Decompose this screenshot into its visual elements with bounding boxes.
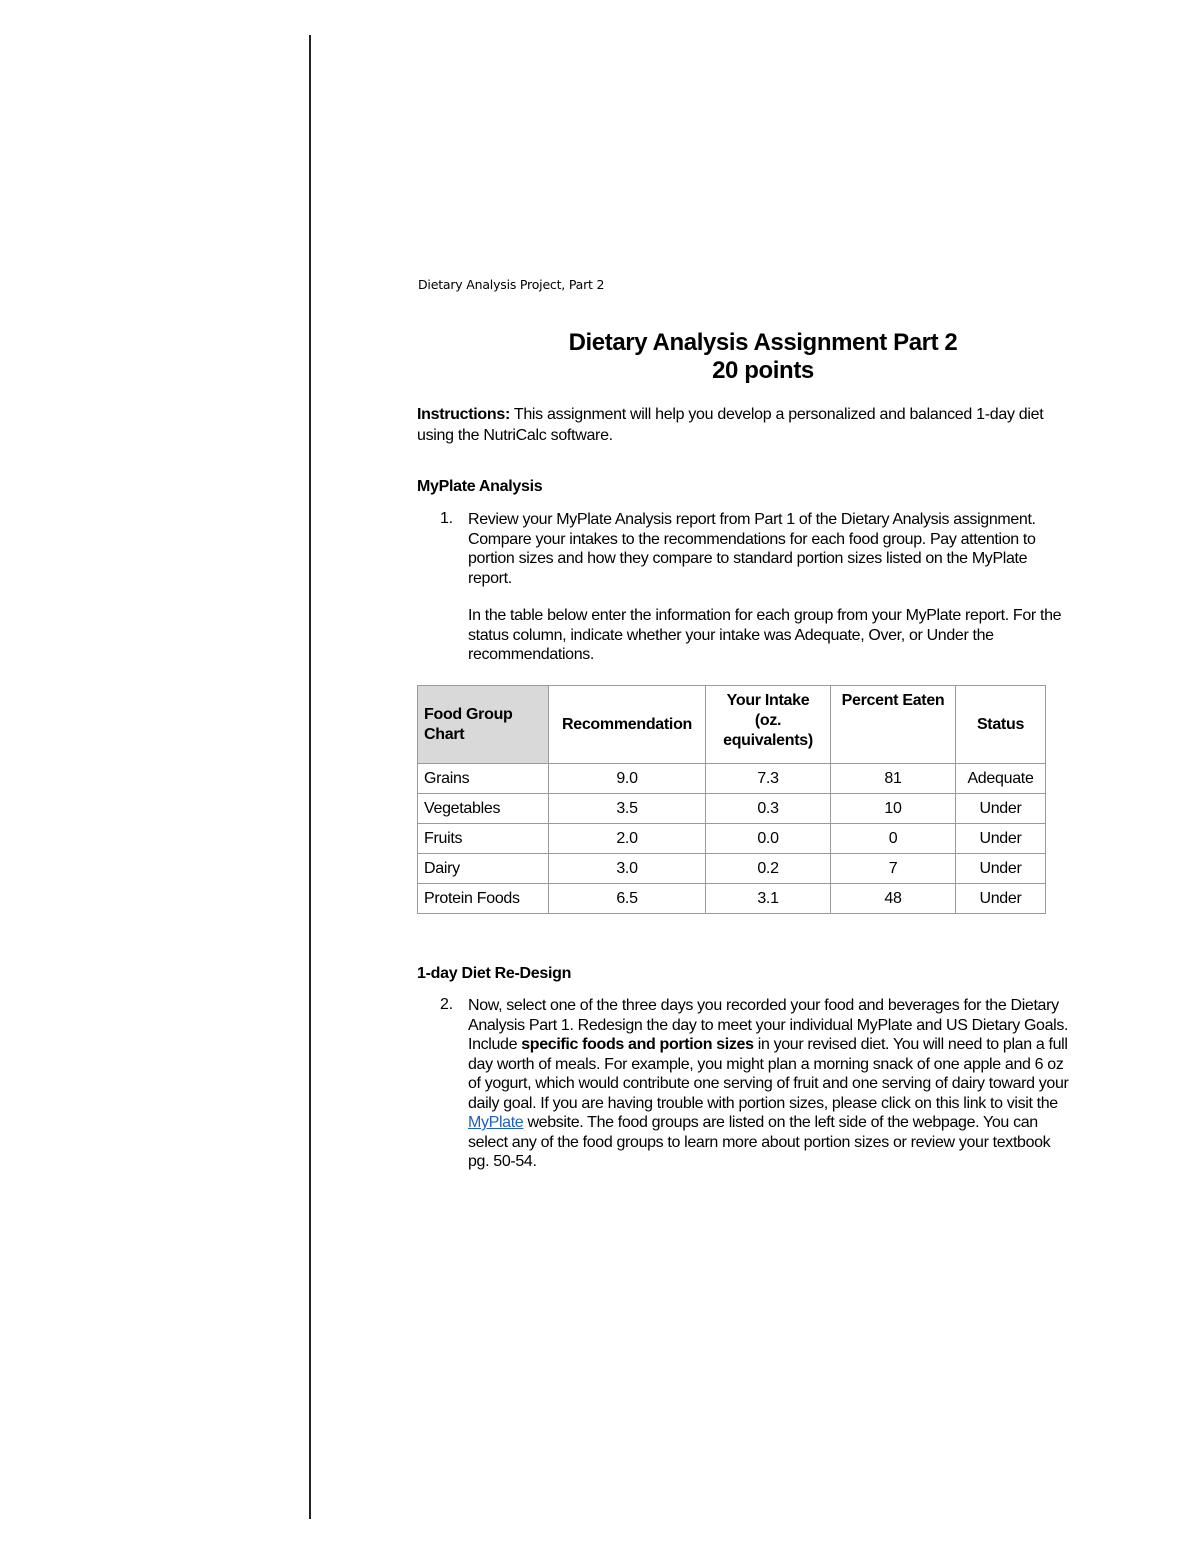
cell-group: Grains <box>418 764 549 794</box>
cell-recommendation: 9.0 <box>549 764 706 794</box>
instructions-paragraph <box>417 404 1077 446</box>
cell-percent: 10 <box>831 794 956 824</box>
item-2-text-end: website. The food groups are listed on the left side of the webpage. You can select any of the food groups to learn more about portion sizes or review your textbook pg. 50-54. <box>468 1114 1051 1170</box>
cell-group: Dairy <box>418 854 549 884</box>
myplate-link[interactable]: MyPlate <box>468 1114 524 1131</box>
cell-intake: 3.1 <box>706 884 831 914</box>
item-2-text-start: Now, select one of the three days you recorded your food and beverages for the Dietary Analysis Part 1. Redesign the day to meet your individual MyPlate and US Dietary Goals. Include <box>468 997 1069 1053</box>
item-2-bold-text: specific foods and portion sizes <box>521 1036 754 1053</box>
cell-intake: 0.0 <box>706 824 831 854</box>
page-title: Dietary Analysis Assignment Part 2 <box>568 329 958 356</box>
cell-status: Adequate <box>956 764 1046 794</box>
cell-percent: 0 <box>831 824 956 854</box>
item-2-paragraph <box>468 996 1073 1172</box>
food-group-table <box>417 685 1046 914</box>
cell-recommendation: 3.5 <box>549 794 706 824</box>
cell-status: Under <box>956 824 1046 854</box>
cell-status: Under <box>956 854 1046 884</box>
table-row <box>418 854 1046 884</box>
cell-group: Fruits <box>418 824 549 854</box>
cell-status: Under <box>956 884 1046 914</box>
table-row <box>418 824 1046 854</box>
header-your-intake: Your Intake (oz. equivalents) <box>706 686 831 764</box>
cell-status: Under <box>956 794 1046 824</box>
header-food-group: Food Group Chart <box>418 686 549 764</box>
cell-percent: 48 <box>831 884 956 914</box>
header-status: Status <box>956 686 1046 764</box>
item-1-paragraph-2: In the table below enter the information for each group from your MyPlate report. For the status column, indicate whether your intake was Adequate, Over, or Under the recommendations. <box>468 607 1062 663</box>
item-2-text-middle: in your revised diet. You will need to plan a full day worth of meals. For example, you might plan a morning snack of one apple and 6 oz of yogurt, which would contribute one serving of fruit and one serving of dairy toward your daily goal. If you are having trouble with portion sizes, please click on this link to visit the <box>468 1036 1069 1112</box>
cell-percent: 7 <box>831 854 956 884</box>
list-number-2: 2. <box>440 996 453 1013</box>
instructions-text: This assignment will help you develop a personalized and balanced 1-day diet using the NutriCalc software. <box>417 406 1044 444</box>
header-percent-eaten: Percent Eaten <box>831 686 956 764</box>
list-number-1: 1. <box>440 510 453 527</box>
instructions-label: Instructions: <box>417 406 510 423</box>
section-heading-myplate: MyPlate Analysis <box>417 478 543 495</box>
cell-intake: 7.3 <box>706 764 831 794</box>
cell-intake: 0.3 <box>706 794 831 824</box>
table-row <box>418 884 1046 914</box>
cell-group: Protein Foods <box>418 884 549 914</box>
header-recommendation: Recommendation <box>549 686 706 764</box>
item-1-paragraph-1: Review your MyPlate Analysis report from Part 1 of the Dietary Analysis assignment. Compare your intakes to the recommendations for each food group. Pay attention to portion sizes and how they compare to standard portion sizes listed on the MyPlate report. <box>468 511 1036 587</box>
table-header-row <box>418 686 1046 764</box>
table-row <box>418 794 1046 824</box>
table-row <box>418 764 1046 794</box>
cell-percent: 81 <box>831 764 956 794</box>
cell-recommendation: 3.0 <box>549 854 706 884</box>
section-heading-diet-redesign: 1-day Diet Re-Design <box>417 965 572 982</box>
cell-intake: 0.2 <box>706 854 831 884</box>
cell-group: Vegetables <box>418 794 549 824</box>
cell-recommendation: 2.0 <box>549 824 706 854</box>
running-header: Dietary Analysis Project, Part 2 <box>418 277 605 292</box>
cell-recommendation: 6.5 <box>549 884 706 914</box>
page-margin-line <box>309 35 311 1519</box>
page-subtitle-points: 20 points <box>712 357 814 384</box>
